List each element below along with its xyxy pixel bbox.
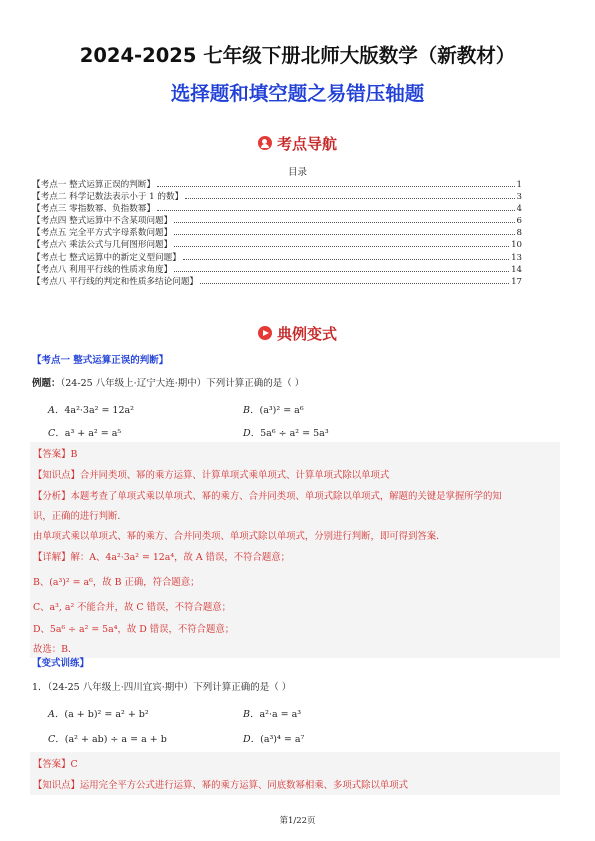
toc-item-page: 10 (511, 240, 522, 251)
option-c-text: (a² + ab) ÷ a = a + b (64, 734, 167, 745)
toc-item-label: 【考点五 完全平方式字母系数问题】 (32, 228, 173, 239)
analysis-line: 由单项式乘以单项式、幂的乘方、合并同类项、单项式除以单项式，分别进行判断，即可得到答案． (33, 531, 446, 542)
question-stem: 1．（24-25 八年级上·四川宜宾·期中）下列计算正确的是（ ） (32, 682, 292, 693)
analysis-line: C、a³, a² 不能合并，故 C 错误，不符合题意； (33, 602, 231, 613)
toc-item[interactable] (32, 178, 522, 190)
toc-item-page: 13 (511, 252, 522, 263)
option-d-text: (a³)⁴ = a⁷ (260, 734, 305, 745)
toc-title: 目录 (287, 167, 307, 178)
option-d-text: 5a⁶ ÷ a² = 5a³ (260, 428, 329, 439)
toc-item-label: 【考点六 乘法公式与几何图形问题】 (32, 240, 173, 251)
analysis-line: 【知识点】合并同类项、幂的乘方运算、计算单项式乘单项式、计算单项式除以单项式 (33, 470, 390, 481)
toc-item-label: 【考点七 整式运算中的新定义型问题】 (32, 252, 181, 263)
analysis-line: B、(a³)² = a⁶，故 B 正确，符合题意； (33, 577, 200, 588)
analysis-line: 【详解】解：A、4a²·3a² = 12a⁴，故 A 错误，不符合题意； (33, 552, 290, 563)
toc-item-label: 【考点一 整式运算正误的判断】 (32, 180, 156, 190)
toc-item-page: 1 (516, 180, 522, 190)
option-d: D．5a⁶ ÷ a² = 5a³ (243, 428, 329, 439)
option-a: A．4a²·3a² = 12a² (48, 405, 134, 416)
toc-item-page: 6 (516, 216, 522, 227)
option-c: C．a³ + a² = a⁵ (48, 428, 122, 439)
option-c-text: a³ + a² = a⁵ (64, 428, 122, 439)
analysis-line: 【答案】C (33, 759, 78, 770)
question-stem (32, 375, 304, 389)
stem-text: （24-25 八年级上·辽宁大连·期中）下列计算正确的是（ ） (60, 378, 305, 389)
analysis-line: 故选：B． (33, 644, 78, 655)
toc-item-page: 4 (516, 204, 522, 215)
document-title: 2024-2025 七年级下册北师大版数学（新教材） (79, 44, 516, 67)
option-c: C．(a² + ab) ÷ a = a + b (48, 734, 167, 745)
toc-item[interactable] (32, 238, 522, 250)
toc-item[interactable] (32, 275, 522, 287)
toc-item-page: 8 (516, 228, 522, 239)
toc-leader-dots (174, 234, 514, 235)
toc-leader-dots (157, 210, 514, 211)
toc-leader-dots (174, 246, 509, 247)
variant-training-tag: 【变式训练】 (32, 658, 90, 669)
toc-item[interactable] (32, 251, 522, 263)
toc-item[interactable] (32, 202, 522, 214)
option-a: A．(a + b)² = a² + b² (48, 709, 149, 720)
toc-item[interactable] (32, 263, 522, 275)
toc-leader-dots (174, 271, 509, 272)
play-icon (258, 326, 272, 340)
toc-item-label: 【考点二 科学记数法表示小于 1 的数】 (32, 192, 184, 203)
stem-label: 例题： (32, 378, 61, 389)
option-b: B．a²·a = a³ (243, 709, 302, 720)
example-section-title: 典例变式 (276, 325, 337, 343)
toc-item-label: 【考点八 平行线的判定和性质多结论问题】 (32, 276, 199, 287)
document-subtitle: 选择题和填空题之易错压轴题 (170, 82, 425, 105)
analysis-line: 【知识点】运用完全平方公式进行运算、幂的乘方运算、同底数幂相乘、多项式除以单项式 (33, 780, 409, 791)
toc-item-label: 【考点四 整式运算中不含某项问题】 (32, 216, 173, 227)
table-of-contents (32, 178, 522, 287)
toc-item-label: 【考点八 利用平行线的性质求角度】 (32, 264, 173, 275)
analysis-line: 识，正确的进行判断． (33, 511, 127, 522)
option-a-text: 4a²·3a² = 12a² (64, 405, 134, 416)
option-a-text: (a + b)² = a² + b² (64, 709, 149, 720)
topic-tag: 【考点一 整式运算正误的判断】 (32, 355, 169, 366)
toc-leader-dots (174, 222, 514, 223)
toc-leader-dots (157, 186, 514, 187)
toc-item-label: 【考点三 零指数幂、负指数幂】 (32, 204, 156, 215)
toc-item[interactable] (32, 190, 522, 202)
toc-leader-dots (183, 259, 509, 260)
toc-item[interactable] (32, 226, 522, 238)
example-section-heading (0, 323, 595, 344)
person-icon (258, 136, 272, 150)
option-b-text: (a³)² = a⁶ (259, 405, 304, 416)
analysis-line: D、5a⁶ ÷ a² = 5a⁴，故 D 错误，不符合题意； (33, 624, 235, 635)
analysis-line: 【答案】B (33, 449, 78, 460)
nav-section-title: 考点导航 (276, 135, 337, 153)
toc-leader-dots (185, 198, 514, 199)
toc-item-page: 14 (511, 264, 522, 275)
toc-leader-dots (200, 283, 509, 284)
option-d: D．(a³)⁴ = a⁷ (243, 734, 305, 745)
analysis-line: 【分析】本题考查了单项式乘以单项式、幂的乘方、合并同类项、单项式除以单项式，解题的关键是掌握所学的知 (33, 491, 502, 502)
nav-section-heading (0, 133, 595, 154)
toc-item[interactable] (32, 214, 522, 226)
option-b-text: a²·a = a³ (259, 709, 302, 720)
page-number: 第1/22页 (279, 816, 316, 826)
toc-item-page: 17 (511, 276, 522, 287)
toc-item-page: 3 (516, 192, 522, 203)
option-b: B．(a³)² = a⁶ (243, 405, 304, 416)
